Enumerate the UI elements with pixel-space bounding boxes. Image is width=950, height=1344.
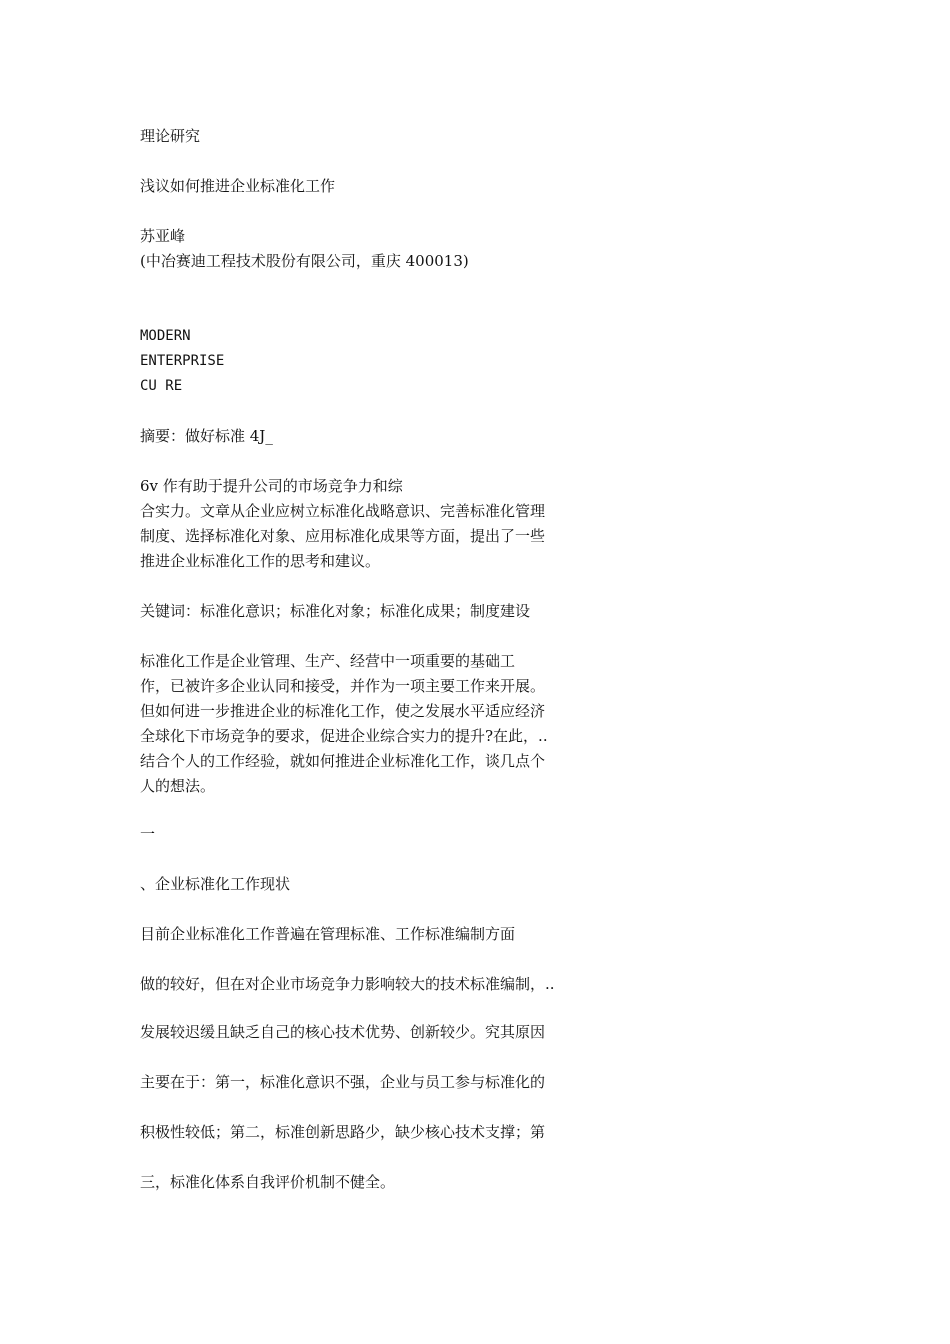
journal-mark-line-3: CU RE (140, 378, 183, 394)
section-label: 理论研究 (140, 127, 201, 145)
body-line: 做的较好，但在对企业市场竞争力影响较大的技术标准编制，.. (140, 975, 555, 993)
abstract-line: 合实力。文章从企业应树立标准化战略意识、完善标准化管理 (140, 502, 546, 520)
keywords: 关键词：标准化意识；标准化对象；标准化成果；制度建设 (140, 602, 531, 620)
body-line: 发展较迟缓且缺乏自己的核心技术优势、创新较少。究其原因 (140, 1023, 546, 1041)
body-line: 主要在于：第一，标准化意识不强，企业与员工参与标准化的 (140, 1073, 546, 1091)
article-title: 浅议如何推进企业标准化工作 (140, 177, 336, 195)
journal-mark-line-1: MODERN (140, 328, 191, 344)
intro-line: 标准化工作是企业管理、生产、经营中一项重要的基础工 (140, 652, 516, 670)
author-affiliation: (中冶赛迪工程技术股份有限公司，重庆 400013) (140, 252, 469, 270)
journal-mark-line-2: ENTERPRISE (140, 353, 225, 369)
author-name: 苏亚峰 (140, 227, 186, 245)
section-heading: 、企业标准化工作现状 (140, 875, 291, 893)
intro-line: 人的想法。 (140, 777, 216, 795)
intro-line: 但如何进一步推进企业的标准化工作，使之发展水平适应经济 (140, 702, 546, 720)
abstract-line: 推进企业标准化工作的思考和建议。 (140, 552, 381, 570)
abstract-line: 6v 作有助于提升公司的市场竞争力和综 (140, 477, 403, 495)
body-line: 目前企业标准化工作普遍在管理标准、工作标准编制方面 (140, 925, 516, 943)
abstract-label: 摘要：做好标准 4J_ (140, 427, 273, 445)
intro-line: 作，已被许多企业认同和接受，并作为一项主要工作来开展。 (140, 677, 546, 695)
body-line: 三，标准化体系自我评价机制不健全。 (140, 1173, 396, 1191)
section-number: 一 (140, 825, 156, 843)
intro-line: 结合个人的工作经验，就如何推进企业标准化工作，谈几点个 (140, 752, 546, 770)
body-line: 积极性较低；第二，标准创新思路少，缺少核心技术支撑；第 (140, 1123, 546, 1141)
intro-line: 全球化下市场竞争的要求，促进企业综合实力的提升?在此，.. (140, 727, 548, 745)
abstract-line: 制度、选择标准化对象、应用标准化成果等方面，提出了一些 (140, 527, 546, 545)
